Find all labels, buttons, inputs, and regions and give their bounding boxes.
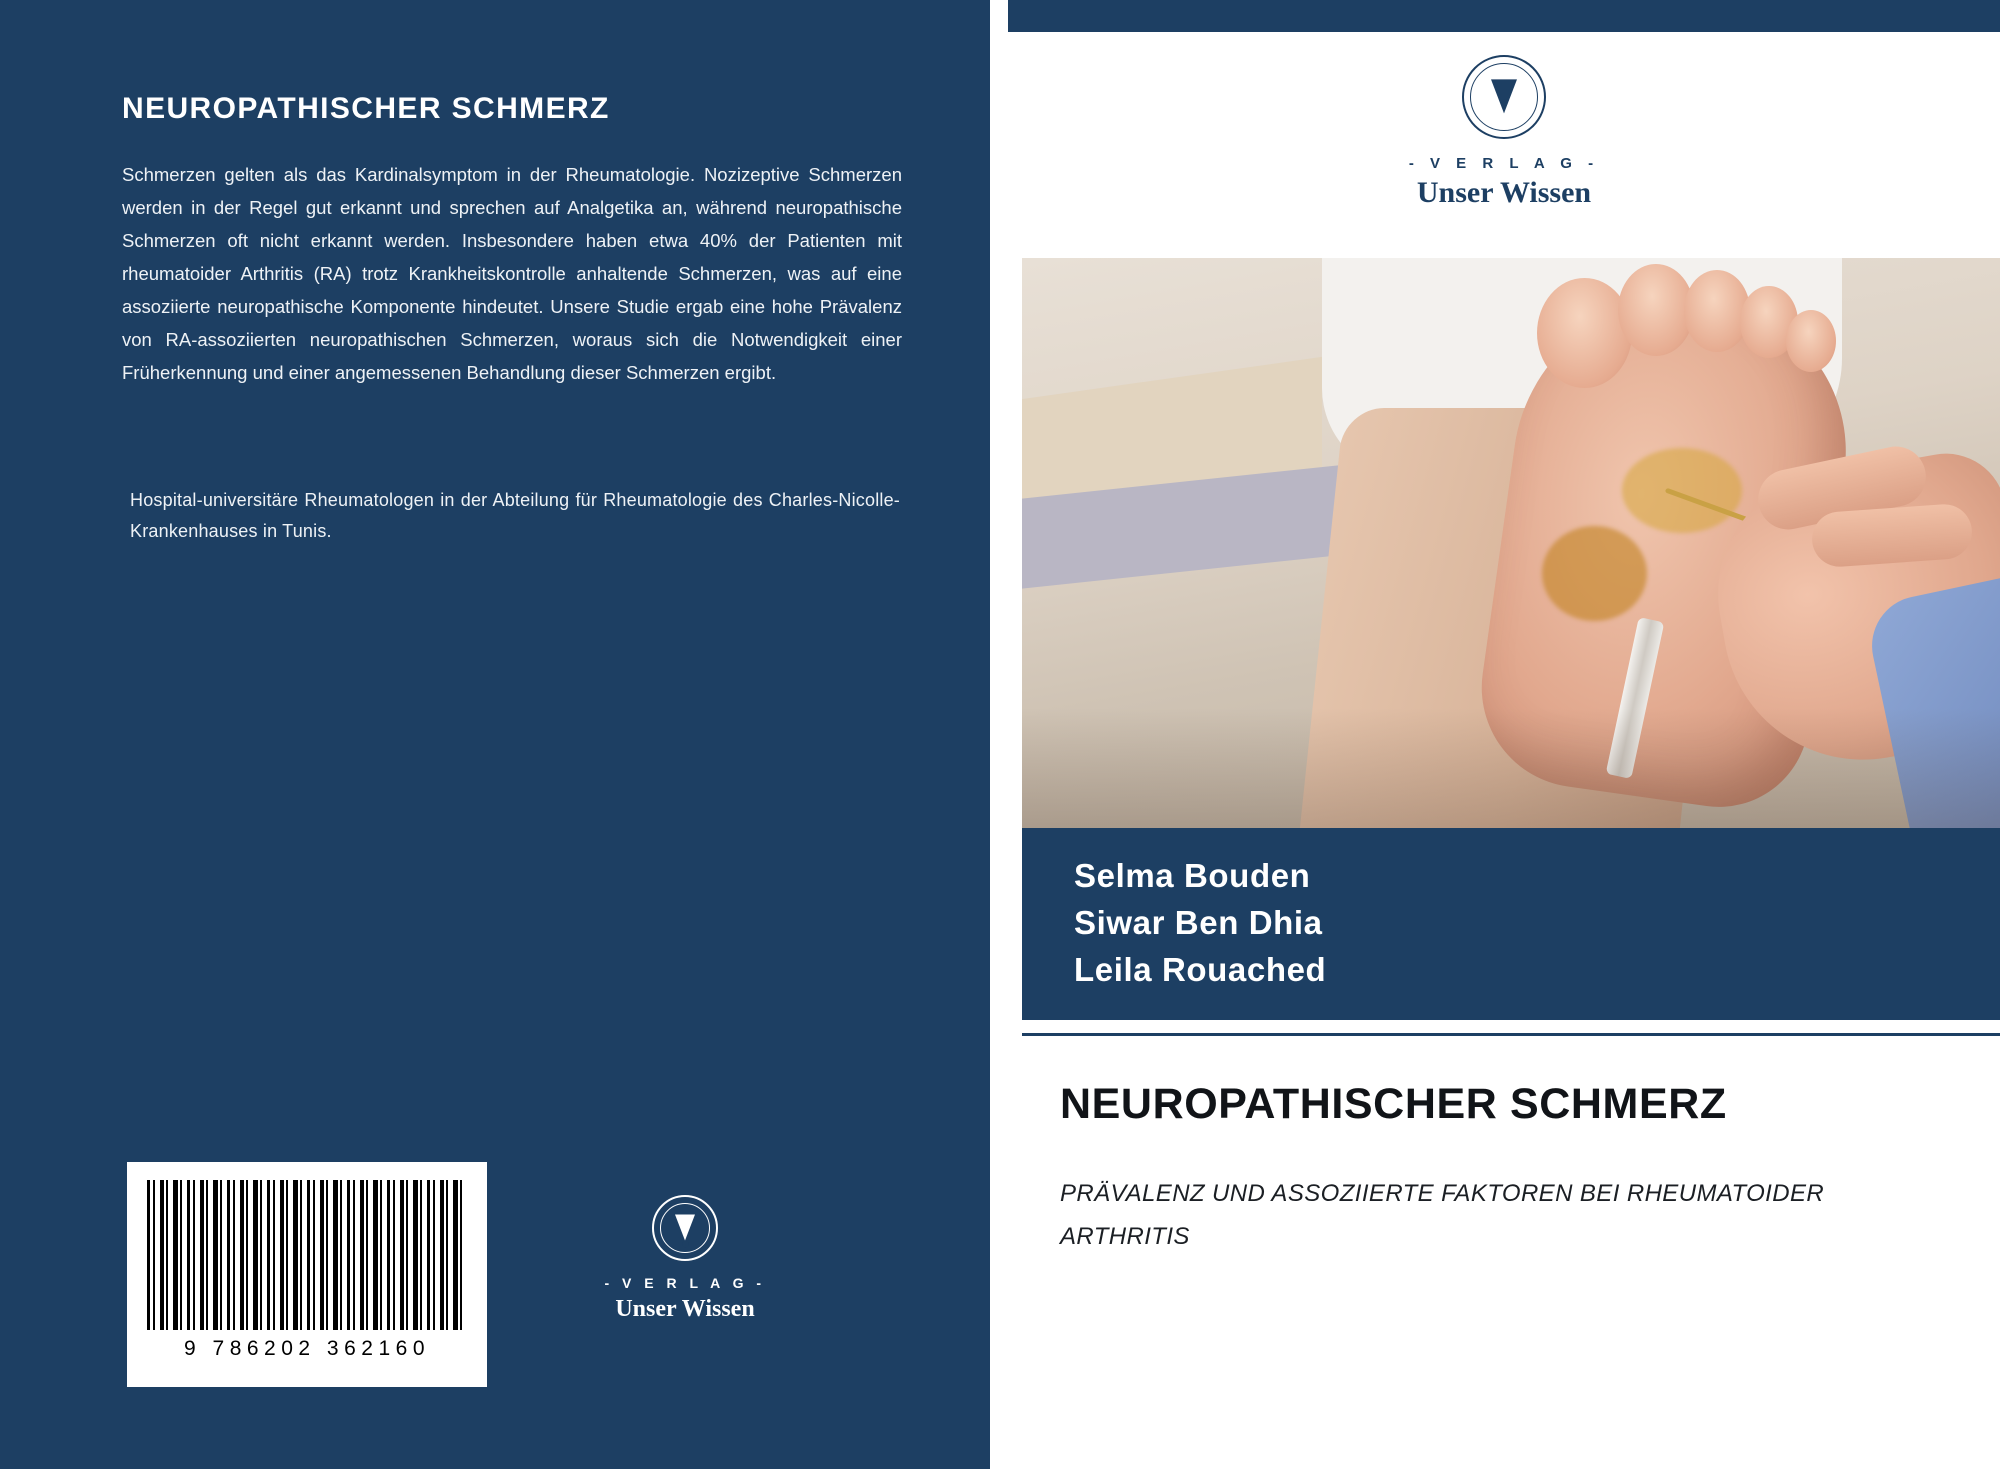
barcode-digits: 9 786202 362160 (184, 1337, 430, 1360)
back-cover-affiliation: Hospital-universitäre Rheumatologen in der Abteilung für Rheumatologie des Charles-Nicolle-Krankenhauses in Tunis. (130, 490, 900, 541)
front-cover-panel (1008, 0, 2000, 1469)
front-cover-title: NEUROPATHISCHER SCHMERZ (1060, 1080, 1727, 1128)
front-publisher-logo (1008, 55, 2000, 210)
back-publisher-verlag-label: - V E R L A G - (604, 1275, 766, 1291)
front-top-band (1008, 0, 2000, 32)
pen-nib-seal-icon (1462, 55, 1546, 139)
back-cover-text-block (122, 92, 902, 389)
front-publisher-name: Unser Wissen (1416, 176, 1592, 209)
spine (990, 0, 1008, 1469)
front-publisher-verlag-label: - V E R L A G - (1408, 155, 1600, 172)
author-band (1022, 828, 2000, 1020)
author-name: Siwar Ben Dhia (1074, 904, 1323, 941)
back-cover-abstract: Schmerzen gelten als das Kardinalsymptom in der Rheumatologie. Nozizeptive Schmerzen werden in der Regel gut erkannt und sprechen auf Analgetika an, während neuropathische Schmerzen oft nicht erkannt werden. Insbesondere haben etwa 40% der Patienten mit rheumatoider Arthritis (RA) trotz Krankheitskontrolle anhaltende Schmerzen, was auf eine assoziierte neuropathische Komponente hindeutet. Unsere Studie ergab eine hohe Prävalenz von RA-assoziierten neuropathischen Schmerzen, woraus sich die Notwendigkeit einer Früherkennung und einer angemessenen Behandlung dieser Schmerzen ergibt. (122, 164, 902, 383)
author-name: Leila Rouached (1074, 951, 1327, 988)
front-cover-subtitle: PRÄVALENZ UND ASSOZIIERTE FAKTOREN BEI RHEUMATOIDER ARTHRITIS (1060, 1180, 1825, 1250)
barcode (127, 1162, 487, 1387)
back-cover-panel (0, 0, 990, 1469)
cover-photo (1022, 258, 2000, 828)
author-name: Selma Bouden (1074, 857, 1311, 894)
back-cover-title: NEUROPATHISCHER SCHMERZ (122, 92, 610, 125)
back-publisher-name: Unser Wissen (615, 1296, 755, 1322)
pen-nib-seal-icon (652, 1195, 718, 1261)
divider (1022, 1033, 2000, 1036)
barcode-icon (147, 1180, 467, 1330)
back-publisher-logo (590, 1195, 780, 1323)
